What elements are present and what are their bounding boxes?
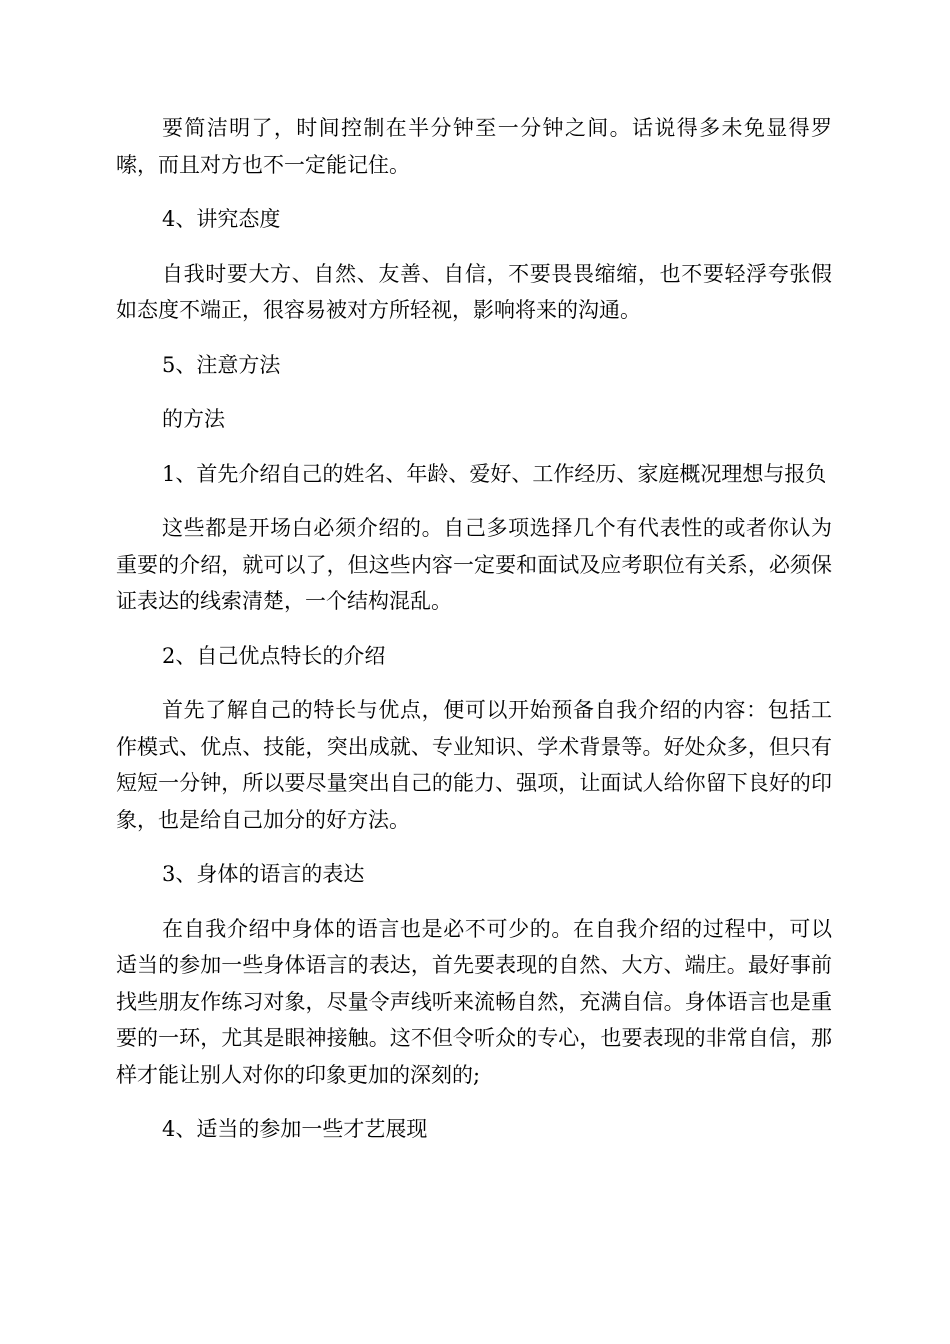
paragraph-attitude: 自我时要大方、自然、友善、自信，不要畏畏缩缩，也不要轻浮夸张假如态度不端正，很容易被对方所轻视，影响将来的沟通。 xyxy=(116,261,832,322)
paragraph-body-language: 在自我介绍中身体的语言也是必不可少的。在自我介绍的过程中，可以适当的参加一些身体语言的表达，首先要表现的自然、大方、端庄。最好事前找些朋友作练习对象，尽量令声线听来流畅自然，充满自信。身体语言也是重要的一环，尤其是眼神接触。这不但令听众的专心，也要表现的非常自信，那样才能让别人对你的印象更加的深刻的; xyxy=(116,916,832,1087)
heading-methods: 5、注意方法 xyxy=(162,352,281,377)
document-body xyxy=(116,110,832,1166)
paragraph-strengths: 首先了解自己的特长与优点，便可以开始预备自我介绍的内容：包括工作模式、优点、技能，突出成就、专业知识、学术背景等。好处众多，但只有短短一分钟，所以要尽量突出自己的能力、强项，让面试人给你留下良好的印象，也是给自己加分的好方法。 xyxy=(116,698,832,832)
heading-body-language: 3、身体的语言的表达 xyxy=(162,862,365,886)
paragraph-intro-brevity: 要简洁明了，时间控制在半分钟至一分钟之间。话说得多未免显得罗嗦，而且对方也不一定能记住。 xyxy=(116,116,832,177)
paragraph-personal-info: 这些都是开场白必须介绍的。自己多项选择几个有代表性的或者你认为重要的介绍，就可以了，但这些内容一定要和面试及应考职位有关系，必须保证表达的线索清楚，一个结构混乱。 xyxy=(116,516,832,613)
heading-attitude: 4、讲究态度 xyxy=(162,207,281,231)
section-title-methods: 的方法 xyxy=(162,407,225,431)
heading-personal-info: 1、首先介绍自己的姓名、年龄、爱好、工作经历、家庭概况理想与报负 xyxy=(162,461,827,486)
heading-talent-display: 4、适当的参加一些才艺展现 xyxy=(162,1117,428,1141)
heading-strengths: 2、自己优点特长的介绍 xyxy=(162,643,386,668)
